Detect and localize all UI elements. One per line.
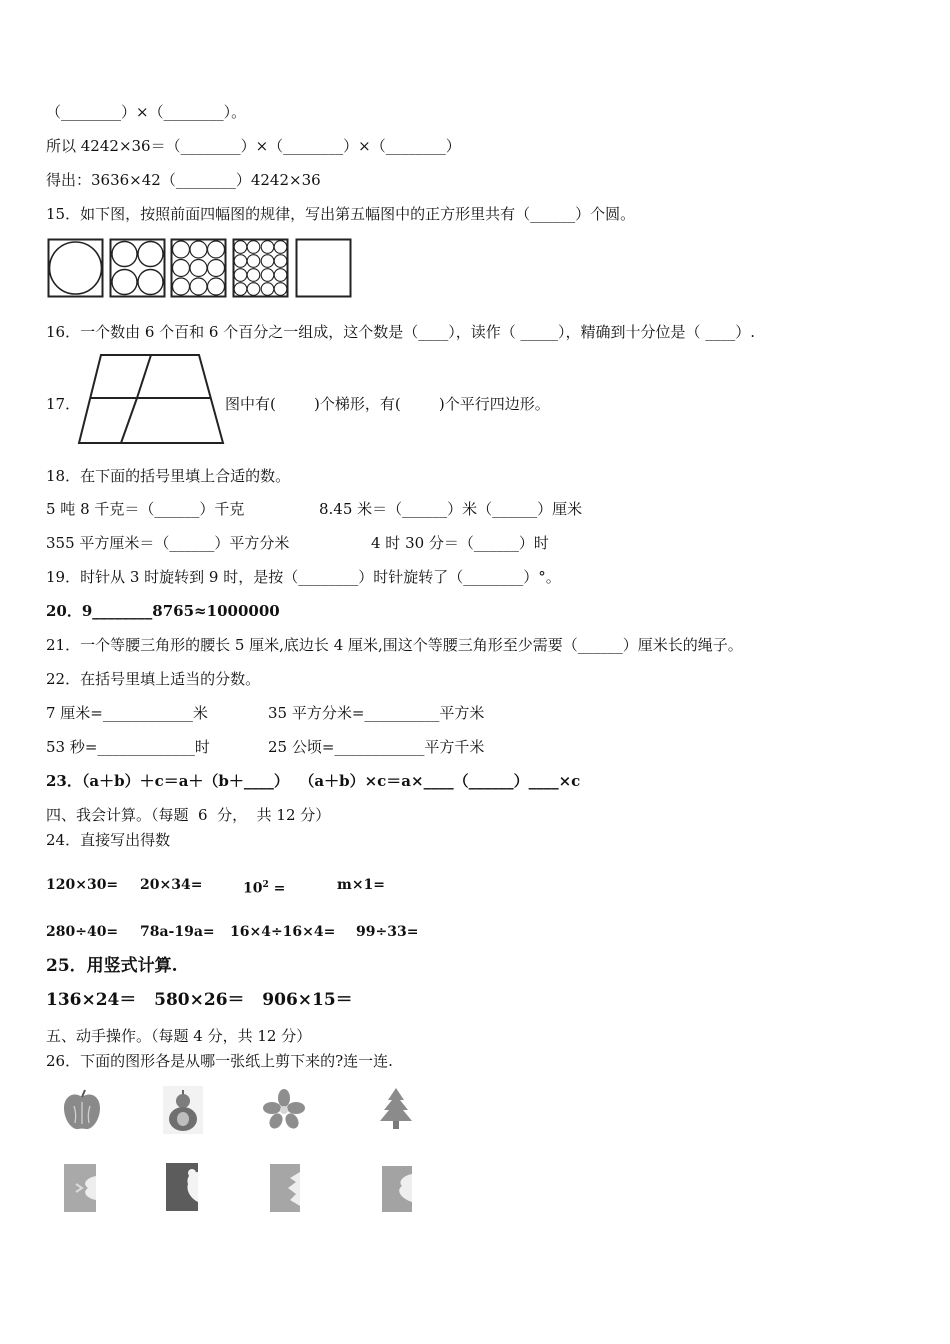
question-21: 21．一个等腰三角形的腰长 5 厘米,底边长 4 厘米,围这个等腰三角形至少需要（______）厘米长的绳子。 xyxy=(46,636,743,654)
question-17-text: 图中有( )个梯形，有( )个平行四边形。 xyxy=(225,395,550,413)
folded-paper-3-icon xyxy=(268,1162,304,1218)
folded-paper-4-icon xyxy=(380,1164,416,1218)
question-25-problems: 136×24＝ 580×26＝ 906×15＝ xyxy=(46,990,353,1010)
calc-1: 120×30= xyxy=(46,877,119,893)
section-4-heading: 四、我会计算。（每题 6 分， 共 12 分） xyxy=(46,806,331,824)
question-24: 24．直接写出得数 xyxy=(46,831,171,849)
calc-2: 20×34= xyxy=(140,877,203,893)
question-18-c: 355 平方厘米＝（______）平方分米 xyxy=(46,534,290,552)
line-blanks-1: （________）×（________）。 xyxy=(46,103,247,121)
square-figure-3 xyxy=(170,238,227,298)
question-22-a: 7 厘米=____________米 xyxy=(46,704,208,722)
square-figure-4 xyxy=(232,238,289,298)
question-18-d: 4 时 30 分＝（______）时 xyxy=(371,534,549,552)
calc-6: 78a-19a= xyxy=(140,924,215,940)
calc-3-exponent: 2 xyxy=(262,880,269,890)
question-22-b: 35 平方分米=__________平方米 xyxy=(268,704,485,722)
question-20: 20．9________8765≈1000000 xyxy=(46,602,280,620)
apple-icon xyxy=(60,1088,104,1136)
question-26: 26．下面的图形各是从哪一张纸上剪下来的?连一连. xyxy=(46,1052,393,1070)
square-figure-2 xyxy=(109,238,166,298)
gourd-icon xyxy=(163,1086,203,1138)
question-22-c: 53 秒=_____________时 xyxy=(46,738,210,756)
question-23: 23．（a＋b）＋c＝a＋（b＋____） （a＋b）×c＝a×____（______）____×c xyxy=(46,772,581,790)
question-25: 25．用竖式计算. xyxy=(46,956,178,976)
trapezoid-figure xyxy=(77,353,225,449)
calc-3 xyxy=(243,875,285,899)
calc-3-equals: = xyxy=(268,880,286,897)
calc-7: 16×4÷16×4= xyxy=(230,924,336,940)
question-15: 15．如下图，按照前面四幅图的规律，写出第五幅图中的正方形里共有（______）个圆。 xyxy=(46,205,636,223)
question-22: 22．在括号里填上适当的分数。 xyxy=(46,670,261,688)
question-22-d: 25 公顷=____________平方千米 xyxy=(268,738,485,756)
question-18-b: 8.45 米＝（______）米（______）厘米 xyxy=(319,500,583,518)
square-figure-5-empty xyxy=(295,238,352,298)
question-17-number: 17． xyxy=(46,395,81,413)
calc-3-base: 10 xyxy=(243,880,263,897)
tree-icon xyxy=(376,1086,416,1136)
question-16: 16．一个数由 6 个百和 6 个百分之一组成，这个数是（____），读作（ _____），精确到十分位是（ ____）. xyxy=(46,323,756,341)
section-5-heading: 五、动手操作。（每题 4 分，共 12 分） xyxy=(46,1027,312,1045)
folded-paper-1-icon xyxy=(62,1162,100,1218)
question-18: 18．在下面的括号里填上合适的数。 xyxy=(46,467,291,485)
calc-4: m×1= xyxy=(337,877,386,893)
line-conclusion: 得出：3636×42（________）4242×36 xyxy=(46,171,321,189)
question-19: 19．时针从 3 时旋转到 9 时，是按（________）时针旋转了（________）°。 xyxy=(46,568,561,586)
square-figure-1 xyxy=(47,238,104,298)
calc-8: 99÷33= xyxy=(356,924,419,940)
question-18-a: 5 吨 8 千克＝（______）千克 xyxy=(46,500,245,518)
line-blanks-2: 所以 4242×36＝（________）×（________）×（________） xyxy=(46,137,461,155)
flower-icon xyxy=(262,1088,306,1134)
calc-5: 280÷40= xyxy=(46,924,119,940)
folded-paper-2-icon xyxy=(162,1160,202,1218)
